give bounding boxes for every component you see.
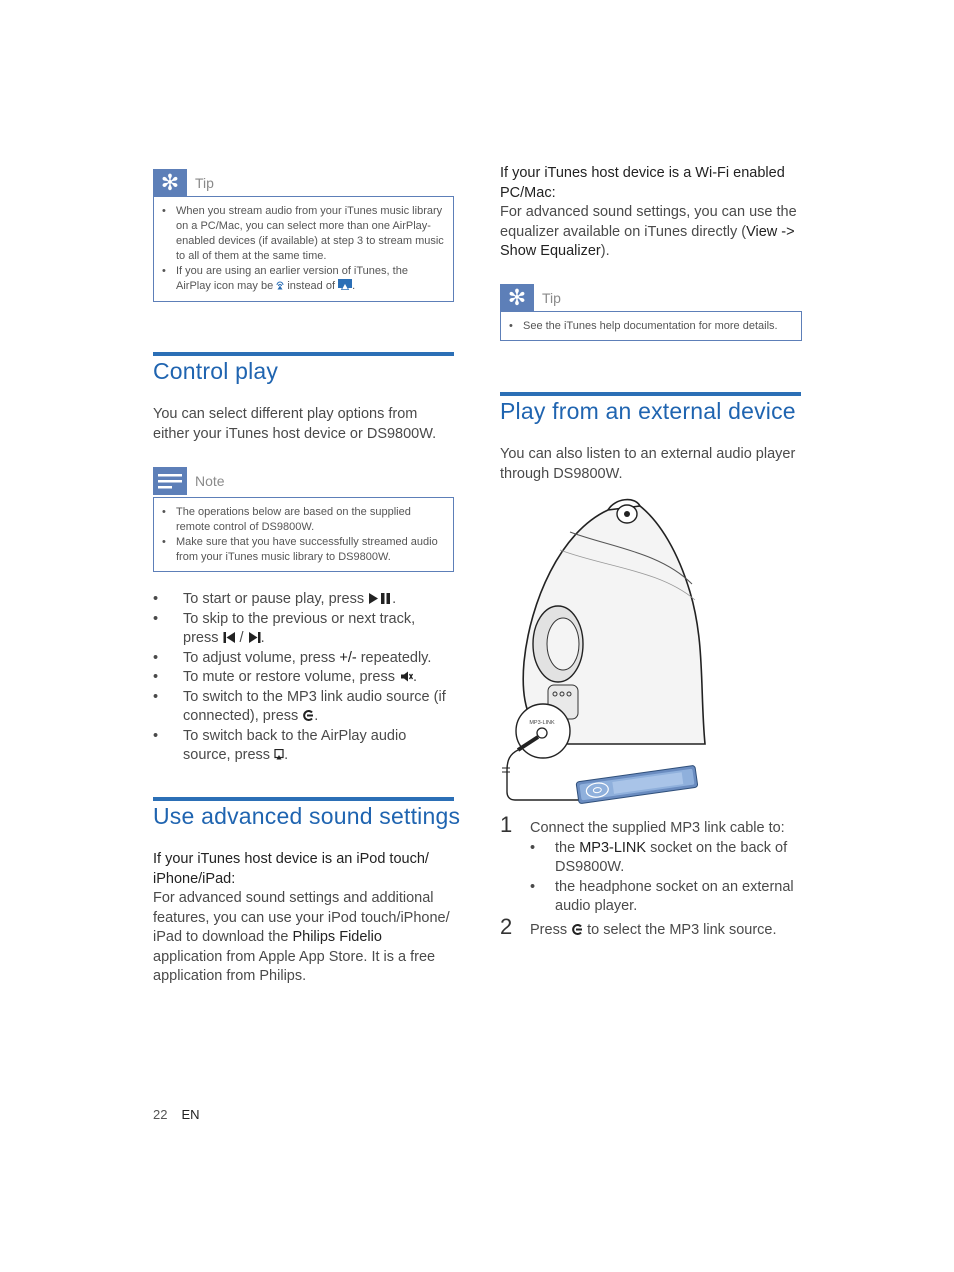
- step-number: 2: [500, 914, 513, 939]
- section-rule: [500, 392, 801, 396]
- note-item: • The operations below are based on the supplied remote control of DS9800W.: [162, 505, 445, 535]
- list-item: • To skip to the previous or next track, press / .: [153, 610, 454, 649]
- section-title-advanced: Use advanced sound settings: [153, 803, 461, 829]
- step-2: [500, 914, 802, 945]
- section-rule: [153, 352, 454, 356]
- step-body: Press to select the MP3 link source.: [530, 922, 777, 938]
- control-play-intro: You can select different play options from either your iTunes host device or DS9800W.: [153, 406, 437, 442]
- section-rule: [153, 797, 454, 801]
- sparkle-icon: ✻: [153, 169, 187, 197]
- step-sub-list: [530, 839, 802, 917]
- mp3-link-icon: [302, 710, 314, 721]
- note-item: • Make sure that you have successfully streamed audio from your iTunes music library to DS9800W.: [162, 535, 445, 565]
- tip-label: Tip: [542, 290, 561, 306]
- page-footer: [153, 1107, 200, 1122]
- wifi-body: For advanced sound settings, you can use the equalizer available on iTunes directly (View -> Show Equalizer).: [500, 204, 797, 259]
- list-item: • To switch to the MP3 link audio source (if connected), press .: [153, 688, 454, 727]
- advanced-subhead: If your iTunes host device is an iPod touch/ iPhone/iPad:: [153, 851, 429, 887]
- previous-icon: [223, 632, 236, 643]
- step-body: Connect the supplied MP3 link cable to: • the MP3-LINK socket on the back of DS9800W. • the headphone socket on an external audio player.: [530, 819, 802, 917]
- page-number: 22: [153, 1107, 168, 1122]
- external-intro: You can also listen to an external audio player through DS9800W.: [500, 446, 796, 482]
- list-item: • To start or pause play, press .: [153, 590, 454, 610]
- note-box: [153, 497, 454, 572]
- list-item: • To adjust volume, press +/- repeatedly.: [153, 649, 454, 669]
- play-pause-icon: [368, 593, 392, 604]
- list-item: • the headphone socket on an external audio player.: [530, 878, 802, 917]
- step-1: [500, 812, 802, 919]
- list-item: • To switch back to the AirPlay audio source, press .: [153, 727, 454, 766]
- mp3-link-icon: [571, 924, 583, 935]
- tip-item: • When you stream audio from your iTunes music library on a PC/Mac, you can select more than one AirPlay-enabled devices (if available) at step 3 to stream music to all of them at the same time.: [162, 204, 445, 264]
- section-title-control-play: Control play: [153, 358, 279, 384]
- advanced-body: For advanced sound settings and additional features, you can use your iPod touch/iPhone/ iPad to download the Philips Fidelio application from Apple App Store. It is a free application from Philips.: [153, 890, 450, 984]
- tip-label: Tip: [195, 175, 214, 191]
- airplay-source-icon: [274, 749, 284, 760]
- note-label: Note: [195, 473, 225, 489]
- tip-box: [153, 196, 454, 302]
- wifi-subhead: If your iTunes host device is a Wi-Fi enabled PC/Mac:: [500, 165, 785, 201]
- sparkle-icon: ✻: [500, 284, 534, 312]
- list-item: • To mute or restore volume, press .: [153, 668, 454, 688]
- tip-item: • See the iTunes help documentation for more details.: [509, 319, 793, 334]
- note-icon: [153, 467, 187, 495]
- tip-item: • If you are using an earlier version of iTunes, the AirPlay icon may be instead of .: [162, 264, 445, 294]
- step-number: 1: [500, 812, 513, 837]
- speaker-illustration: [500, 492, 802, 804]
- language-code: EN: [181, 1107, 200, 1122]
- list-item: • the MP3-LINK socket on the back of DS9800W.: [530, 839, 802, 878]
- next-icon: [248, 632, 261, 643]
- section-title-external: Play from an external device: [500, 398, 796, 424]
- mute-icon: [399, 671, 413, 682]
- note-header: [153, 467, 225, 495]
- mp3-link-label: MP3-LINK: [529, 720, 555, 726]
- airplay-icon: [338, 279, 352, 290]
- control-play-list: [153, 590, 454, 766]
- tip-header: [153, 169, 214, 197]
- tip-header: [500, 284, 561, 312]
- tip-box: [500, 311, 802, 341]
